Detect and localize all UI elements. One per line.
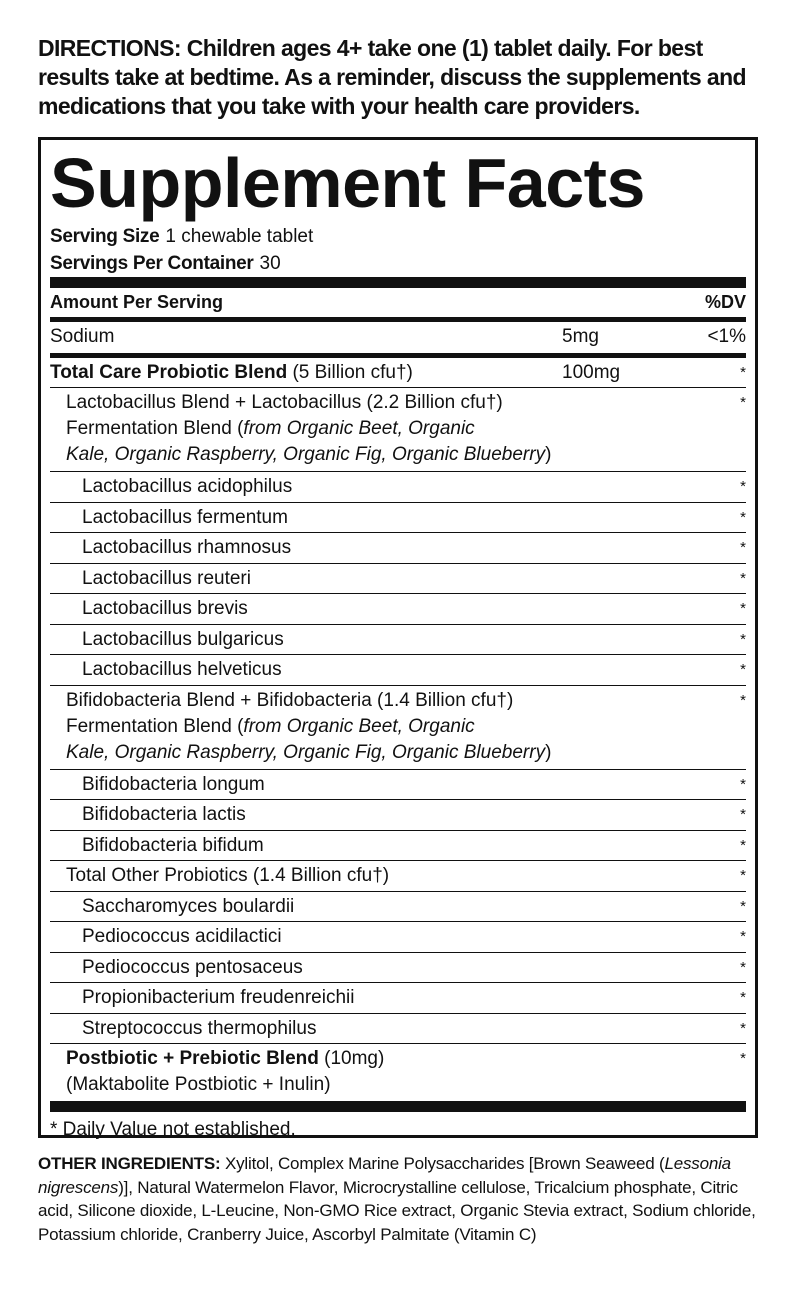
strain-name: Lactobacillus rhamnosus <box>82 537 292 558</box>
strain-row <box>50 892 746 923</box>
blend-name: Postbiotic + Prebiotic Blend <box>66 1048 319 1069</box>
servings-per-container-value: 30 <box>259 253 281 274</box>
footnote: * Daily Value not established. <box>50 1119 296 1140</box>
strain-dv: * <box>740 630 746 648</box>
serving-size-row <box>50 223 746 250</box>
nutrient-dv: <1% <box>707 326 746 347</box>
blend-line-2a: Fermentation Blend ( <box>66 715 244 737</box>
blend-line-2b: from Organic Beet, Organic <box>243 418 475 439</box>
directions-label: DIRECTIONS: <box>38 35 181 61</box>
servings-per-container-label: Servings Per Container <box>50 253 254 274</box>
strain-name: Streptococcus thermophilus <box>82 1017 317 1039</box>
blend-line-2: (Maktabolite Postbiotic + Inulin) <box>66 1074 331 1095</box>
strain-name: Lactobacillus helveticus <box>82 659 282 680</box>
strain-name: Bifidobacteria longum <box>82 773 265 795</box>
amount-header-row <box>50 288 746 317</box>
strain-name: Pediococcus pentosaceus <box>82 956 303 978</box>
strain-name: Lactobacillus acidophilus <box>82 476 293 497</box>
strain-dv: * <box>740 508 746 526</box>
serving-size-label: Serving Size <box>50 226 160 247</box>
blend-line-1: Lactobacillus Blend + Lactobacillus (2.2 Billion cfu†) <box>66 392 503 413</box>
total-care-blend-row <box>50 358 746 389</box>
other-ingredients-label: OTHER INGREDIENTS: <box>38 1154 221 1173</box>
strain-row <box>50 533 746 564</box>
strain-dv: * <box>740 836 746 854</box>
strain-dv: * <box>740 539 746 556</box>
strain-row <box>50 1014 746 1045</box>
strain-row <box>50 922 746 953</box>
other-ingredients-text <box>38 1152 768 1246</box>
strain-name: Lactobacillus reuteri <box>82 567 251 589</box>
strain-row <box>50 800 746 831</box>
blend-dv: * <box>740 691 746 709</box>
postbiotic-blend-row <box>50 1044 746 1101</box>
strain-dv: * <box>740 569 746 587</box>
strain-row <box>50 831 746 862</box>
thick-divider <box>50 277 746 288</box>
strain-name: Pediococcus acidilactici <box>82 926 282 947</box>
strain-row <box>50 472 746 503</box>
nutrient-amount: 5mg <box>562 326 599 347</box>
strain-dv: * <box>740 958 746 976</box>
strain-dv: * <box>740 989 746 1006</box>
strain-dv: * <box>740 661 746 678</box>
blend-line-3b: Kale, Organic Raspberry, Organic Fig, Organic Blueberry <box>66 741 546 763</box>
blend-line-3c: ) <box>545 741 552 763</box>
directions-text <box>38 34 764 121</box>
blend-dv: * <box>740 867 746 884</box>
blend-dv: * <box>740 363 746 381</box>
strain-name: Lactobacillus bulgaricus <box>82 628 284 650</box>
blend-line-2b: from Organic Beet, Organic <box>243 715 475 737</box>
strain-row <box>50 953 746 984</box>
panel-title: Supplement Facts <box>50 144 645 222</box>
other-ingredients-italic: Lessonia nigrescens <box>38 1154 731 1197</box>
other-ingredients-part-b: )], Natural Watermelon Flavor, Microcrystalline cellulose, Tricalcium phosphate, Citric acid, Silicone dioxide, L-Leucine, Non-GMO Rice extract, Organic Stevia extract, Sodium chloride, Potassium chloride, Cranberry Juice, Ascorbyl Palmitate (Vitamin C) <box>38 1177 756 1244</box>
other-ingredients-part-a: Xylitol, Complex Marine Polysaccharides [Brown Seaweed ( <box>220 1154 665 1173</box>
dv-header-label: %DV <box>704 292 746 312</box>
strain-dv: * <box>740 806 746 823</box>
strain-row <box>50 983 746 1014</box>
strain-row <box>50 655 746 686</box>
strain-dv: * <box>740 600 746 617</box>
strain-name: Lactobacillus fermentum <box>82 506 288 528</box>
blend-name: Total Care Probiotic Blend <box>50 361 288 383</box>
thick-divider <box>50 1101 746 1112</box>
strain-name: Lactobacillus brevis <box>82 598 248 619</box>
lactobacillus-blend-row <box>50 388 746 472</box>
servings-per-container-row <box>50 250 746 277</box>
blend-dv: * <box>740 1050 746 1067</box>
strain-dv: * <box>740 478 746 495</box>
blend-name: Total Other Probiotics (1.4 Billion cfu†) <box>66 865 390 886</box>
blend-line-2a: Fermentation Blend ( <box>66 418 244 439</box>
strain-name: Saccharomyces boulardii <box>82 895 295 917</box>
blend-line-1: Bifidobacteria Blend + Bifidobacteria (1.4 Billion cfu†) <box>66 689 514 711</box>
bifidobacteria-strain-list <box>50 770 746 862</box>
strain-row <box>50 503 746 534</box>
other-strain-list <box>50 892 746 1045</box>
strain-name: Propionibacterium freudenreichii <box>82 987 355 1008</box>
sodium-row <box>50 322 746 353</box>
amount-per-serving-label: Amount Per Serving <box>50 292 224 312</box>
nutrient-name: Sodium <box>50 326 115 347</box>
blend-detail: (10mg) <box>318 1048 385 1069</box>
strain-dv: * <box>740 1019 746 1037</box>
lactobacillus-strain-list <box>50 472 746 686</box>
strain-row <box>50 564 746 595</box>
serving-size-value: 1 chewable tablet <box>165 226 314 247</box>
blend-amount: 100mg <box>562 361 621 383</box>
strain-row <box>50 625 746 656</box>
blend-dv: * <box>740 394 746 411</box>
strain-dv: * <box>740 775 746 793</box>
blend-detail: (5 Billion cfu†) <box>287 361 413 383</box>
blend-line-3c: ) <box>545 444 552 465</box>
bifidobacteria-blend-row <box>50 686 746 770</box>
strain-dv: * <box>740 897 746 915</box>
strain-dv: * <box>740 928 746 945</box>
directions-body: Children ages 4+ take one (1) tablet daily. For best results take at bedtime. As a reminder, discuss the supplements and medications that you take with your health care providers. <box>38 35 746 119</box>
strain-name: Bifidobacteria bifidum <box>82 834 264 856</box>
strain-row <box>50 594 746 625</box>
blend-line-3b: Kale, Organic Raspberry, Organic Fig, Organic Blueberry <box>66 444 546 465</box>
supplement-facts-panel <box>38 137 758 1138</box>
total-other-probiotics-row <box>50 861 746 892</box>
strain-name: Bifidobacteria lactis <box>82 804 246 825</box>
strain-row <box>50 770 746 801</box>
